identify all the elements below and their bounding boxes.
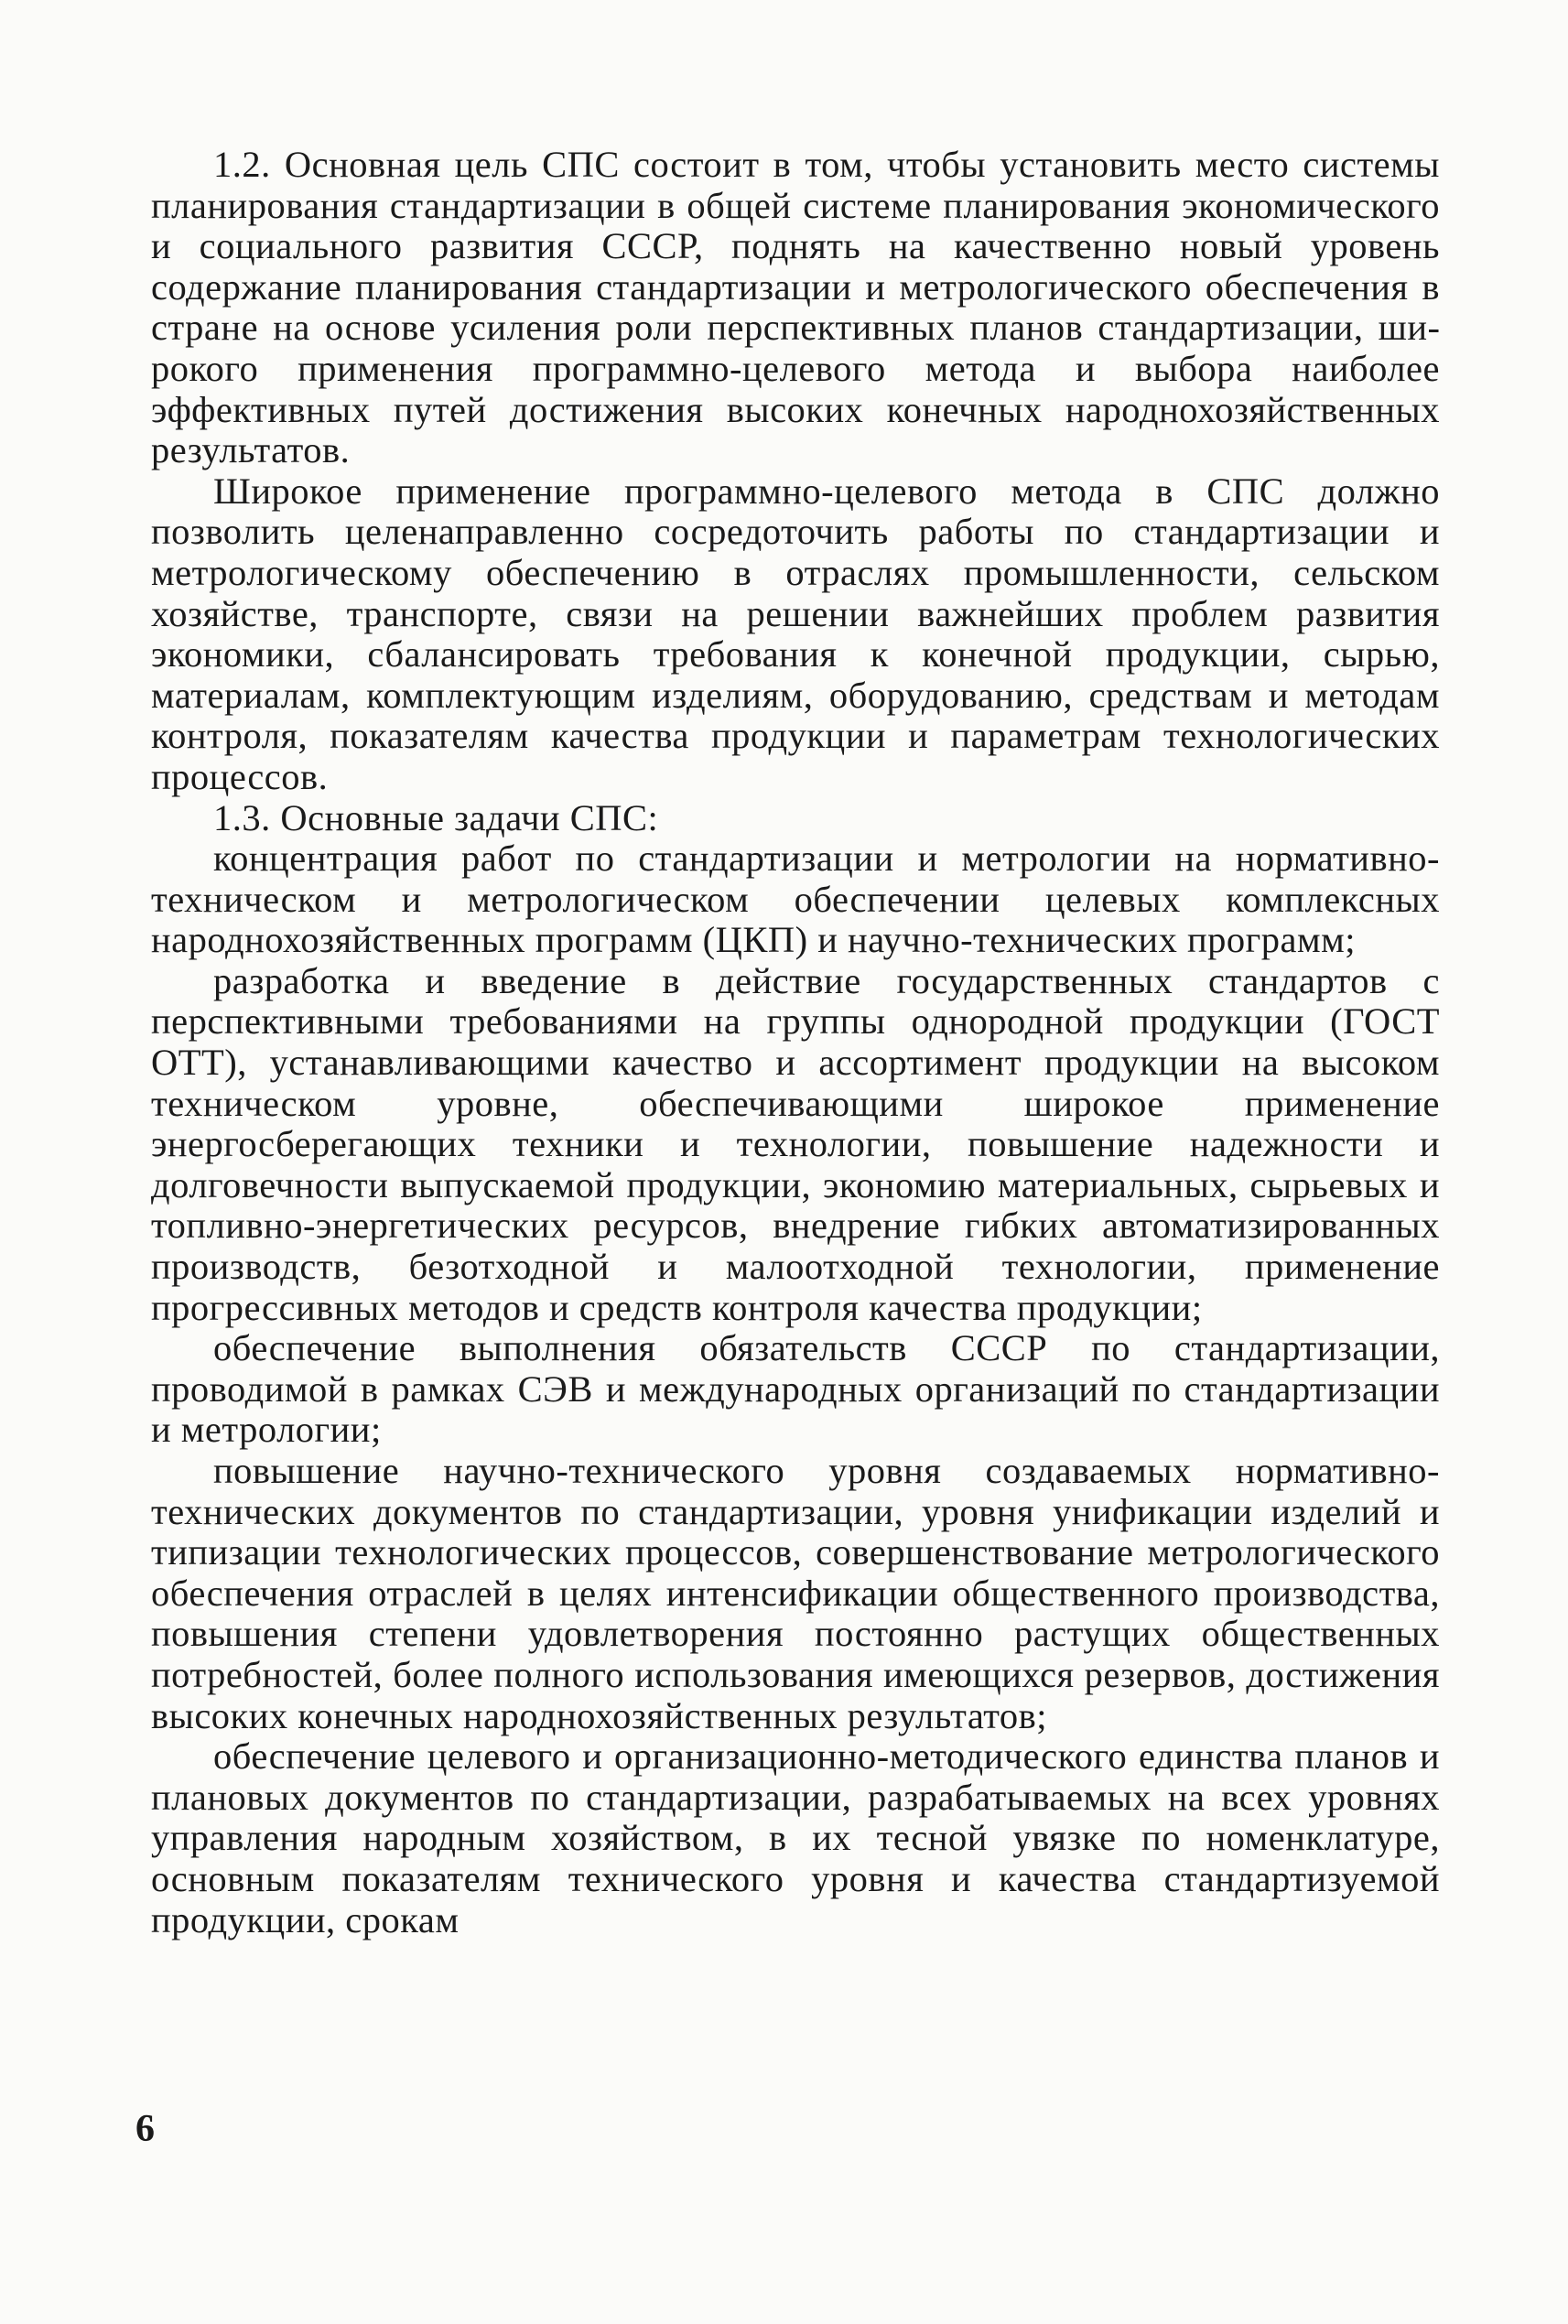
paragraph-task-concentration: концентрация работ по стандартизации и метрологии на нормативно-техническом и метрологическом обеспечении целевых комплексных народнохозяйственных программ (ЦКП) и научно-технических программ; — [151, 838, 1440, 961]
paragraph-task-technical-level: повышение научно-технического уровня создаваемых нормативно-технических документов по стандартизации, уровня унификации изделий и типизации технологических процессов, совершенствование метрологического обеспечения отраслей в целях интенсификации общественного производства, повышения степени удовлетворения постоянно растущих общественных потребностей, более полного использования имеющихся резервов, достижения высоких конечных народнохозяйственных результатов; — [151, 1450, 1440, 1736]
paragraph-task-standards: разработка и введение в действие государственных стандартов с перспективными требованиями на группы однородной продукции (ГОСТ ОТТ), устанавливающими качество и ассортимент продукции на высоком техническом уровне, обеспечивающими широкое применение энергосберегающих техники и технологии, повышение надежности и долговечности выпускаемой продукции, экономию материальных, сырьевых и топливно-энергетических ресурсов, внедрение гибких автоматизированных производств, безотходной и малоотходной технологии, применение прогрессивных методов и средств контроля качества продукции; — [151, 959, 1440, 1328]
paragraph-1-2-goal: 1.2. Основная цель СПС состоит в том, чтобы установить место системы планирования стандартизации в общей системе планирования экономического и социального развития СССР, поднять на качественно новый уровень содержание планирования стандартизации и метрологического обеспечения в стране на основе усиления роли перспективных планов стандартизации, широкого применения программно-целевого метода и выбора наиболее эффективных путей достижения высоких конечных народнохозяйственных результатов. — [151, 144, 1440, 471]
paragraph-task-unity: обеспечение целевого и организационно-методического единства планов и плановых документов по стандартизации, разрабатываемых на всех уровнях управления народным хозяйством, в их тесной увязке по номенклатуре, основным показателям технического уровня и качества стандартизуемой продукции, срокам — [151, 1735, 1440, 1940]
body-text — [151, 145, 1440, 1940]
page-number: 6 — [135, 2108, 155, 2150]
paragraph-program-method: Широкое применение программно-целевого метода в СПС должно позволить целенаправленно сосредоточить работы по стандартизации и метрологическому обеспечению в отраслях промышленности, сельском хозяйстве, транспорте, связи на решении важнейших проблем развития экономики, сбалансировать требования к конечной продукции, сырью, материалам, комплектующим изделиям, оборудованию, средствам и методам контроля, показателям качества продукции и параметрам технологических процессов. — [151, 470, 1440, 797]
paragraph-1-3-heading: 1.3. Основные задачи СПС: — [213, 796, 659, 838]
paragraph-task-obligations: обеспечение выполнения обязательств СССР по стандартизации, проводимой в рамках СЭВ и международных организаций по стандартизации и метрологии; — [151, 1327, 1440, 1451]
